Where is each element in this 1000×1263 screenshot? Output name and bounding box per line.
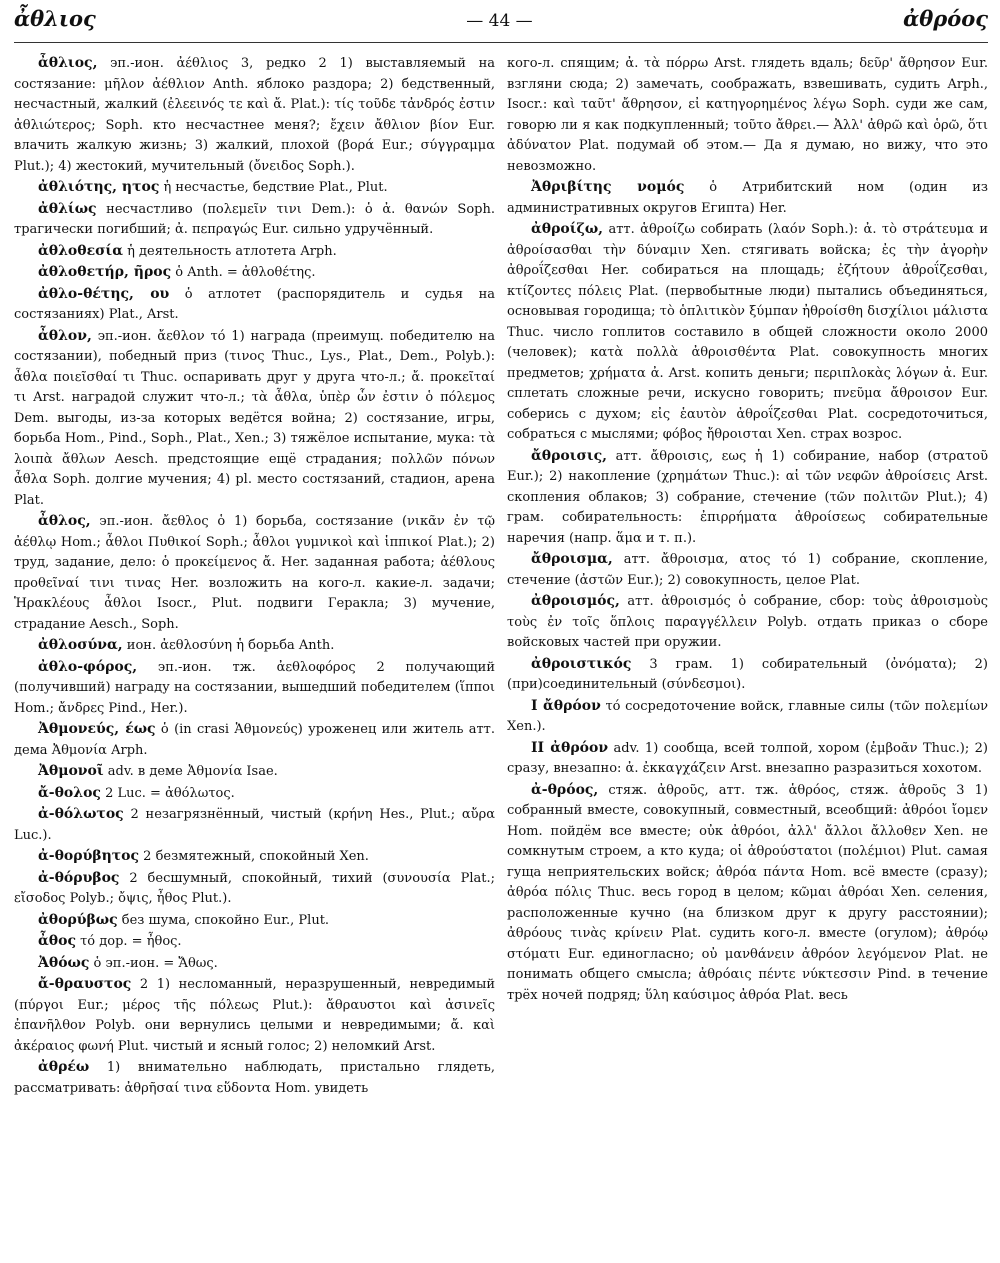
entry-lemma: ἆθος xyxy=(38,933,76,949)
entry-definition: стяж. ἀθροῦς, атт. тж. ἁθρόος, стяж. ἁθροῦς 3 1) собранный вместе, совокупный, совместный, всеобщий: ἀθρόοι ἴομεν Hom. пойдём все вместе; οὐκ ἀθρόοι, ἀλλ' ἄλλοι ἄλλοθεν Xen. не сомкнутым строем, а кто куда; οἱ ἀθρούστατοι (πολέμιοι) Plut. самая гуща неприятельских войск; ἀθρόα πάντα Hom. всё вместе (сразу); ἀθρόα πόλις Thuc. весь город в целом; κῶμαι ἀθρόαι Xen. селения, расположенные кучно (на близком друг к другу расстоянии); ἀθρόους τινὰς κρίνειν Plat. судить кого-л. вместе (огулом); ἀθρόῳ στόματι Eur. единогласно; οὐ μανθάνειν ἀθρόον λεγόμενον Plat. не понимать общего смысла; ἀθρόαις πέντε νύκτεσσιν Pind. в течение трёх ночей подряд; ὕλη καύσιμος ἀθρόα Plat. весь xyxy=(507,782,988,1003)
entry-definition: τό сосредоточение войск, главные силы (τῶν πολεμίων Xen.). xyxy=(507,698,988,734)
entry-definition: эп.-ион. тж. ἀεθλοφόρος 2 получающий (получивший) награду на состязании, вышедший победителем (ἵπποι Hom.; ἄνδρες Pind., Her.). xyxy=(14,659,495,716)
dictionary-entry xyxy=(14,511,495,635)
entry-lemma: ἀθροιστικός xyxy=(531,655,632,672)
entry-definition: adv. 1) сообща, всей толпой, хором (ἐμβοᾶν Thuc.); 2) сразу, внезапно: ἀ. ἐκκαγχάζειν Arst. внезапно разразиться хохотом. xyxy=(507,740,988,776)
entry-definition: 2 незагрязнённый, чистый (κρήνη Hes., Plut.; αὔρα Luc.). xyxy=(14,807,495,843)
dictionary-entry xyxy=(507,53,988,177)
dictionary-entry xyxy=(507,591,988,654)
dictionary-entry xyxy=(14,761,495,783)
entry-definition: эп.-ион. ἄεθλον τό 1) награда (преимущ. победителю на состязании), победный приз (τινος Thuc., Lys., Plat., Dem., Polyb.): ἆθλα ποιεῖσθαί τι Thuc. оспаривать друг у друга что-л.; ἄ. προκεῖταί τι Arst. наградой служит что-л.; τὰ ἆθλα, ὑπὲρ ὧν ἐστιν ὁ πόλεμος Dem. выгоды, из-за которых ведётся война; 2) состязание, игры, борьба Hom., Pind., Soph., Plat., Xen.; 3) тяжёлое испытание, мука: τὰ λοιπὰ ἄθλων Aesch. предстоящие ещё страдания; πολλῶν πόνων ἆθλα Soph. долгие мучения; 4) pl. место состязаний, стадион, арена Plat. xyxy=(14,328,495,508)
entry-definition: 3 грам. 1) собирательный (ὀνόματα); 2) (при)соединительный (σύνδεσμοι). xyxy=(507,656,988,692)
entry-definition: ὁ эп.-ион. = Ἄθως. xyxy=(89,955,218,971)
dictionary-entry xyxy=(14,931,495,953)
entry-lemma: ἀ-θρόος, xyxy=(531,781,599,798)
entry-definition: 2 безмятежный, спокойный Xen. xyxy=(139,849,369,864)
header-right-word: ἀθρόος xyxy=(903,6,988,31)
dictionary-entry xyxy=(14,53,495,177)
entry-definition: эп.-ион. ἀέθλιος 3, редко 2 1) выставляемый на состязание: μῆλον ἀέθλιον Anth. яблоко раздора; 2) бедственный, несчастный, жалкий (ἐλεεινός τε καὶ ἄ. Plat.): τίς τοῦδε τἀνδρός ἐστιν ἀθλιώτερος; Soph. кто несчастнее меня?; ἔχειν ἄθλιον βίον Eur. влачить жалкую жизнь; 3) жалкий, плохой (βορά Eur.; σύγγραμμα Plut.); 4) жестокий, мучительный (ὄνειδος Soph.). xyxy=(14,56,495,174)
entry-lemma: ἀθλο-θέτης, ου xyxy=(38,285,170,302)
entry-lemma: ἀθροισμός, xyxy=(531,593,620,609)
entry-lemma: ἄθροισις, xyxy=(531,447,608,464)
entry-lemma: I ἄθρόον xyxy=(531,697,601,714)
text-columns xyxy=(14,53,988,1253)
entry-definition: атт. ἁθροίζω собирать (λαόν Soph.): ἀ. τὸ στράτευμα и ἀθροίσασθαι τὴν δύναμιν Xen. стягивать войска; ἐς τὴν ἀγορὴν ἀθροΐζεσθαι Her. собираться на площадь; ἐζήτουν ἀθροΐζεσθαι, κτίζοντες πόλεις Plat. (первобытные люди) пытались объединяться, основывая городища; τὸ ὁπλιτικὸν ξύμπαν ἠθροίσθη δισχίλιοι μάλιστα Thuc. число гоплитов составило в общей сложности около 2000 (человек); κατὰ πολλὰ ἀθροισθέντα Plat. совокупность многих предметов; χρήματα ἀ. Arst. копить деньги; περιπλοκὰς λόγων ἀ. Eur. сплетать сложные речи, искусно говорить; πνεῦμα ἄθροισον Eur. соберись с духом; εἰς ἑαυτὸν ἀθροΐζεσθαι Plat. сосредоточиться, собраться с мыслями; φόβος ἤθροισται Xen. страх возрос. xyxy=(507,222,988,442)
entry-definition: ὁ Anth. = ἀθλοθέτης. xyxy=(171,265,316,280)
entry-lemma: ἀ-θόλωτος xyxy=(38,806,124,822)
entry-lemma: ἀθροίζω, xyxy=(531,221,604,237)
dictionary-entry xyxy=(14,241,495,263)
entry-lemma: Ἀθμονοῖ xyxy=(38,763,104,779)
dictionary-entry xyxy=(507,177,988,219)
entry-definition: adv. в деме Ἀθμονία Isae. xyxy=(103,764,278,779)
entry-definition: несчастливо (πολεμεῖν τινι Dem.): ὁ ἀ. θανών Soph. трагически погибший; ἀ. πεπραγώς Eur. сильно удручённый. xyxy=(14,201,495,237)
entry-lemma: ἀθρέω xyxy=(38,1059,90,1075)
header-left-word: ἆθλιος xyxy=(14,6,96,31)
entry-definition: ион. ἀεθλοσύνη ἡ борьба Anth. xyxy=(122,638,335,653)
right-column xyxy=(507,53,988,1253)
entry-definition: атт. ἄθροισμα, ατος τό 1) собрание, скопление, стечение (ἀστῶν Eur.); 2) совокупность, целое Plat. xyxy=(507,552,988,588)
entry-lemma: ἀθλίως xyxy=(38,200,97,217)
dictionary-entry xyxy=(507,780,988,1007)
dictionary-entry xyxy=(14,953,495,975)
dictionary-entry xyxy=(14,910,495,932)
dictionary-entry xyxy=(507,446,988,550)
dictionary-entry xyxy=(14,199,495,241)
dictionary-entry xyxy=(14,846,495,868)
entry-lemma: ἄθροισμα, xyxy=(531,551,613,567)
dictionary-entry xyxy=(507,219,988,446)
entry-lemma: ἀθλοθετήρ, ῆρος xyxy=(38,264,172,280)
dictionary-entry xyxy=(14,1057,495,1099)
entry-lemma: Ἀθριβίτης νομός xyxy=(531,179,685,195)
entry-definition: атт. ἀθροισμός ὁ собрание, сбор: τοὺς ἀθροισμοὺς τοὺς ἐν τοῖς ὅπλοις παραγγέλλειν Polyb. отдать приказ о сборе войсковых частей при оружии. xyxy=(507,594,988,650)
entry-lemma: ἀθλο-φόρος, xyxy=(38,658,138,675)
dictionary-entry xyxy=(14,868,495,910)
entry-definition: ὁ Атрибитский ном (один из административных округов Египта) Her. xyxy=(507,180,988,216)
entry-lemma: ἆθλος, xyxy=(38,513,91,529)
entry-lemma: ἆθλιος, xyxy=(38,55,98,71)
entry-definition: ἡ деятельность атлотета Arph. xyxy=(122,243,337,259)
entry-definition: 2 бесшумный, спокойный, тихий (συνουσία Plat.; εἴσοδος Polyb.; ὄψις, ἦθος Plut.). xyxy=(14,870,495,906)
entry-lemma: ἀθλοσύνα, xyxy=(38,637,123,653)
entry-lemma: ἄ-θολος xyxy=(38,784,101,801)
entry-lemma: ἀ-θόρυβος xyxy=(38,869,120,886)
dictionary-entry xyxy=(14,719,495,761)
dictionary-entry xyxy=(14,657,495,720)
entry-definition: без шума, спокойно Eur., Plut. xyxy=(117,912,330,928)
dictionary-entry xyxy=(14,635,495,657)
entry-definition: 1) внимательно наблюдать, пристально глядеть, рассматривать: ἀθρῆσαί τινα εὕδοντα Hom. увидеть xyxy=(14,1060,495,1096)
page-number: — 44 — xyxy=(466,11,533,31)
entry-lemma: ἀθλιότης, ητος xyxy=(38,179,160,195)
entry-lemma: ἀ-θορύβητος xyxy=(38,848,140,864)
dictionary-entry xyxy=(14,326,495,512)
dictionary-entry xyxy=(507,738,988,780)
entry-lemma: ἄ-θραυστος xyxy=(38,976,132,992)
dictionary-entry xyxy=(507,696,988,738)
dictionary-entry xyxy=(14,783,495,805)
entry-lemma: Ἀθμονεύς, έως xyxy=(38,721,156,737)
entry-lemma: II ἀθρόον xyxy=(531,739,609,756)
left-column xyxy=(14,53,495,1253)
entry-definition: τό дор. = ἦθος. xyxy=(75,934,182,949)
entry-definition: 2 1) несломанный, неразрушенный, невредимый (πύργοι Eur.; μέρος τῆς πόλεως Plut.): ἄθραυστοι καὶ ἀσινεῖς ἐπανῆλθον Polyb. они вернулись целыми и невредимыми; ἄ. καὶ ἀκέραιος φωνή Plut. чистый и ясный голос; 2) неломкий Arst. xyxy=(14,977,495,1054)
entry-definition: ὁ (in crasi Ἁθμονεύς) уроженец или житель атт. дема Ἀθμονία Arph. xyxy=(14,722,495,758)
page-header xyxy=(14,6,988,43)
entry-definition: кого-л. спящим; ἀ. τὰ πόρρω Arst. глядеть вдаль; δεῦρ' ἄθρησον Eur. взгляни сюда; 2) замечать, соображать, взвешивать, судить Arph., Isocr.: καὶ ταῦτ' ἄθρησον, εἰ κατηγορημένος λέγω Soph. суди же сам, говорю ли я как подкупленный; τοῦτο ἄθρει.— Ἀλλ' ἀθρῶ καὶ ὁρῶ, ὅτι ἀδύνατον Plat. подумай об этом.— Да я думаю, но вижу, что это невозможно. xyxy=(507,56,988,174)
entry-lemma: ἆθλον, xyxy=(38,327,92,344)
entry-lemma: ἀθλοθεσία xyxy=(38,242,123,259)
entry-lemma: Ἀθόως xyxy=(38,954,90,971)
dictionary-entry xyxy=(507,549,988,591)
dictionary-entry xyxy=(507,654,988,696)
entry-definition: ὁ атлотет (распорядитель и судья на состязаниях) Plat., Arst. xyxy=(14,286,495,322)
entry-definition: эп.-ион. ἄεθλος ὁ 1) борьба, состязание (νικᾶν ἐν τῷ ἀέθλῳ Hom.; ἆθλοι Πυθικοί Soph.; ἆθλοι γυμνικοὶ καὶ ἱππικοί Plat.); 2) труд, задание, дело: ὁ προκείμενος ἄ. Her. заданная работа; ἀέθλους προθεῖναί τινι τινας Her. возложить на кого-л. какие-л. задачи; Ἡρακλέους ἆθλοι Isocr., Plut. подвиги Геракла; 3) мучение, страдание Aesch., Soph. xyxy=(14,514,495,632)
dictionary-entry xyxy=(14,177,495,199)
entry-lemma: ἀθορύβως xyxy=(38,911,118,928)
dictionary-entry xyxy=(14,804,495,846)
dictionary-entry xyxy=(14,974,495,1057)
dictionary-entry xyxy=(14,284,495,326)
entry-definition: 2 Luc. = ἀθόλωτος. xyxy=(100,785,235,801)
dictionary-entry xyxy=(14,262,495,284)
entry-definition: атт. ἄθροισις, εως ἡ 1) собирание, набор (στρατοῦ Eur.); 2) накопление (χρημάτων Thuc.): αἱ τῶν νεφῶν ἀθροίσεις Arst. скопления облаков; 3) собрание, стечение (τῶν πολιτῶν Plut.); 4) грам. собирательность: ἐπιρρήματα ἀθροίσεως собирательные наречия (напр. ἅμα и т. п.). xyxy=(507,448,988,546)
entry-definition: ἡ несчастье, бедствие Plat., Plut. xyxy=(159,180,388,195)
